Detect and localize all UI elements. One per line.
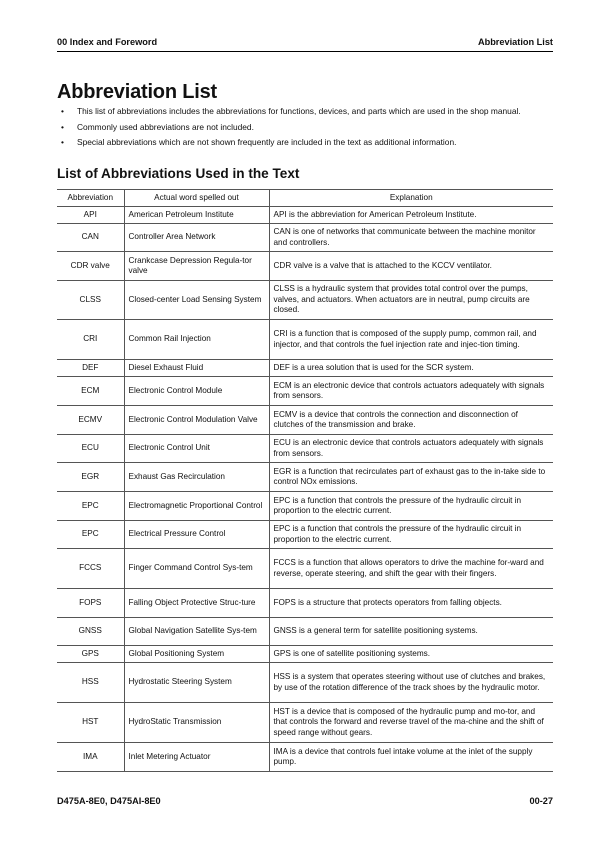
abbreviation-cell: IMA bbox=[57, 743, 124, 772]
section-title: List of Abbreviations Used in the Text bbox=[57, 166, 300, 181]
explanation-cell: CRI is a function that is composed of the supply pump, common rail, and injector, and that controls the fuel injection rate and injec-tion timing. bbox=[269, 320, 553, 360]
explanation-cell: GNSS is a general term for satellite positioning systems. bbox=[269, 618, 553, 646]
abbreviation-cell: HSS bbox=[57, 663, 124, 703]
explanation-cell: EGR is a function that recirculates part of exhaust gas to the in-take side to control NOx emissions. bbox=[269, 463, 553, 492]
explanation-cell: IMA is a device that controls fuel intake volume at the inlet of the supply pump. bbox=[269, 743, 553, 772]
full-word-cell: Finger Command Control Sys-tem bbox=[124, 549, 269, 589]
full-word-cell: Exhaust Gas Recirculation bbox=[124, 463, 269, 492]
explanation-cell: DEF is a urea solution that is used for the SCR system. bbox=[269, 360, 553, 377]
full-word-cell: Inlet Metering Actuator bbox=[124, 743, 269, 772]
full-word-cell: Common Rail Injection bbox=[124, 320, 269, 360]
table-row bbox=[57, 435, 553, 463]
table-header-row bbox=[57, 190, 553, 207]
header-rule bbox=[57, 51, 553, 52]
explanation-cell: FOPS is a structure that protects operators from falling objects. bbox=[269, 589, 553, 618]
explanation-cell: FCCS is a function that allows operators to drive the machine for-ward and reverse, operate steering, and shift the gear with their fingers. bbox=[269, 549, 553, 589]
table-row bbox=[57, 521, 553, 549]
column-header-full-word: Actual word spelled out bbox=[124, 190, 269, 207]
explanation-cell: ECMV is a device that controls the connection and disconnection of clutches of the transmission and brake. bbox=[269, 406, 553, 435]
abbreviation-cell: API bbox=[57, 207, 124, 224]
header-section-title: Abbreviation List bbox=[477, 37, 553, 47]
footer-model-number: D475A-8E0, D475AI-8E0 bbox=[57, 796, 161, 806]
table-row bbox=[57, 663, 553, 703]
column-header-abbreviation: Abbreviation bbox=[57, 190, 124, 207]
table-row bbox=[57, 406, 553, 435]
explanation-cell: ECU is an electronic device that controls actuators adequately with signals from sensors. bbox=[269, 435, 553, 463]
explanation-cell: CDR valve is a valve that is attached to the KCCV ventilator. bbox=[269, 252, 553, 281]
table-row bbox=[57, 492, 553, 521]
table-row bbox=[57, 618, 553, 646]
full-word-cell: Global Positioning System bbox=[124, 646, 269, 663]
intro-bullet: • Commonly used abbreviations are not included. bbox=[57, 122, 553, 133]
table-row bbox=[57, 743, 553, 772]
full-word-cell: HydroStatic Transmission bbox=[124, 703, 269, 743]
table-row bbox=[57, 463, 553, 492]
abbreviation-cell: CAN bbox=[57, 224, 124, 252]
full-word-cell: Electronic Control Modulation Valve bbox=[124, 406, 269, 435]
abbreviation-cell: CDR valve bbox=[57, 252, 124, 281]
table-row bbox=[57, 589, 553, 618]
page-title: Abbreviation List bbox=[57, 81, 217, 103]
page-header bbox=[57, 37, 553, 51]
explanation-cell: EPC is a function that controls the pressure of the hydraulic circuit in proportion to the electric current. bbox=[269, 521, 553, 549]
abbreviation-cell: FCCS bbox=[57, 549, 124, 589]
full-word-cell: Electronic Control Unit bbox=[124, 435, 269, 463]
abbreviation-cell: DEF bbox=[57, 360, 124, 377]
full-word-cell: Crankcase Depression Regula-tor valve bbox=[124, 252, 269, 281]
abbreviation-cell: CRI bbox=[57, 320, 124, 360]
abbreviation-cell: ECMV bbox=[57, 406, 124, 435]
full-word-cell: Electromagnetic Proportional Control bbox=[124, 492, 269, 521]
column-header-explanation: Explanation bbox=[269, 190, 553, 207]
intro-bullet: • Special abbreviations which are not shown frequently are included in the text as additional information. bbox=[57, 137, 553, 148]
abbreviation-cell: GPS bbox=[57, 646, 124, 663]
full-word-cell: Diesel Exhaust Fluid bbox=[124, 360, 269, 377]
header-chapter-title: 00 Index and Foreword bbox=[57, 37, 158, 47]
abbreviation-cell: EGR bbox=[57, 463, 124, 492]
full-word-cell: Falling Object Protective Struc-ture bbox=[124, 589, 269, 618]
full-word-cell: Global Navigation Satellite Sys-tem bbox=[124, 618, 269, 646]
full-word-cell: Hydrostatic Steering System bbox=[124, 663, 269, 703]
explanation-cell: GPS is one of satellite positioning systems. bbox=[269, 646, 553, 663]
explanation-cell: ECM is an electronic device that controls actuators adequately with signals from sensors. bbox=[269, 377, 553, 406]
table-row bbox=[57, 377, 553, 406]
abbreviation-cell: EPC bbox=[57, 521, 124, 549]
footer-page-number: 00-27 bbox=[529, 796, 553, 806]
explanation-cell: API is the abbreviation for American Petroleum Institute. bbox=[269, 207, 553, 224]
explanation-cell: HST is a device that is composed of the hydraulic pump and mo-tor, and that controls the forward and reverse travel of the ma-chine and the shift of speed range without gears. bbox=[269, 703, 553, 743]
intro-bullet-list bbox=[57, 106, 553, 153]
table-row bbox=[57, 281, 553, 320]
abbreviation-table bbox=[57, 189, 553, 772]
table-row bbox=[57, 703, 553, 743]
explanation-cell: HSS is a system that operates steering without use of clutches and brakes, by use of the rotation difference of the track shoes by the hydraulic motor. bbox=[269, 663, 553, 703]
explanation-cell: CAN is one of networks that communicate between the machine monitor and controllers. bbox=[269, 224, 553, 252]
abbreviation-cell: GNSS bbox=[57, 618, 124, 646]
full-word-cell: Controller Area Network bbox=[124, 224, 269, 252]
full-word-cell: Closed-center Load Sensing System bbox=[124, 281, 269, 320]
table-row bbox=[57, 207, 553, 224]
intro-bullet: • This list of abbreviations includes the abbreviations for functions, devices, and parts which are used in the shop manual. bbox=[57, 106, 553, 117]
table-row bbox=[57, 360, 553, 377]
abbreviation-cell: HST bbox=[57, 703, 124, 743]
abbreviation-cell: EPC bbox=[57, 492, 124, 521]
table-row bbox=[57, 252, 553, 281]
explanation-cell: EPC is a function that controls the pressure of the hydraulic circuit in proportion to the electric current. bbox=[269, 492, 553, 521]
table-row bbox=[57, 320, 553, 360]
table-row bbox=[57, 646, 553, 663]
full-word-cell: Electrical Pressure Control bbox=[124, 521, 269, 549]
abbreviation-cell: CLSS bbox=[57, 281, 124, 320]
abbreviation-cell: ECM bbox=[57, 377, 124, 406]
explanation-cell: CLSS is a hydraulic system that provides total control over the pumps, valves, and actuators. When actuators are in neutral, pump circuits are closed. bbox=[269, 281, 553, 320]
table-row bbox=[57, 224, 553, 252]
full-word-cell: American Petroleum Institute bbox=[124, 207, 269, 224]
full-word-cell: Electronic Control Module bbox=[124, 377, 269, 406]
abbreviation-cell: ECU bbox=[57, 435, 124, 463]
abbreviation-cell: FOPS bbox=[57, 589, 124, 618]
table-row bbox=[57, 549, 553, 589]
page-footer bbox=[57, 796, 553, 806]
